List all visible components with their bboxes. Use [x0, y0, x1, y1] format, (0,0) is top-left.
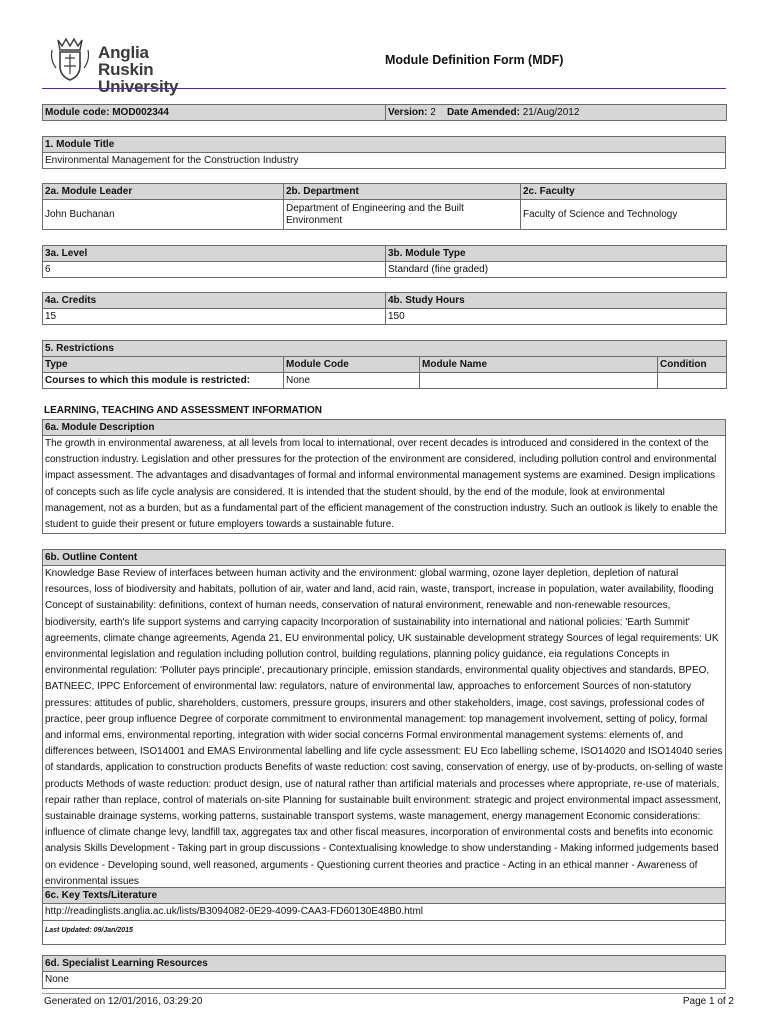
leader-label: 2a. Module Leader	[43, 184, 284, 200]
version-value: 2	[430, 106, 436, 118]
restrictions-table	[42, 340, 727, 389]
last-updated: Last Updated: 09/Jan/2015	[43, 920, 725, 944]
restrictions-row-type: Courses to which this module is restricted:	[43, 373, 284, 389]
crest-icon	[48, 36, 92, 82]
credits-value: 15	[43, 309, 386, 325]
module-type-label: 3b. Module Type	[386, 246, 727, 262]
key-texts-box	[42, 887, 726, 945]
department-label: 2b. Department	[284, 184, 521, 200]
date-amended-label: Date Amended:	[446, 106, 520, 118]
restrictions-row-condition	[658, 373, 727, 389]
university-name: Anglia Ruskin University	[98, 43, 179, 96]
faculty-value: Faculty of Science and Technology	[521, 200, 727, 230]
restrictions-col-type: Type	[43, 357, 284, 373]
outline-content-label: 6b. Outline Content	[43, 550, 725, 566]
learning-resources-value: None	[45, 974, 69, 985]
module-title-table	[42, 136, 726, 169]
key-texts-label: 6c. Key Texts/Literature	[43, 888, 725, 904]
generated-timestamp: Generated on 12/01/2016, 03:29:20	[44, 996, 203, 1007]
module-title-label: 1. Module Title	[43, 137, 726, 153]
learning-resources-box	[42, 955, 726, 989]
level-table	[42, 245, 727, 278]
learning-resources-label: 6d. Specialist Learning Resources	[43, 956, 725, 972]
outline-content-text: Knowledge Base Review of interfaces between human activity and the environment: global warming, ozone layer depletion, depletion of natural resources, loss of biodiversity and habitats, pollution of air, water and land, acid rain, waste, transport, increase in population, water availability, flooding Concept of sustainability: definitions, context of human needs, conservation of natural environment, renewable and non-renewable resources, biodiversity, earth's life support systems and carrying capacity Incorporation of sustainability into international and national policies: 'Earth Summit' agreements, climate change agreements, Agenda 21, EU environmental policy, UK sustainable development strategy Sources of legal requirements: UK environmental legislation and regulation including pollution control, building regulations, planning policy guidance, eia regulations Concepts in environmental regulation: 'Polluter pays principle', precautionary principle, emission standards, environmental quality objectives and standards, BPEO, BATNEEC, IPPC Enforcement of environmental law: regulators, nature of environmental law, approaches to enforcement Sources of non-statutory pressures: attitudes of public, shareholders, customers, pressure groups, insurers and other stakeholders, image, cost savings, professional codes of practice, peer group influence Degree of corporate commitment to environmental management: top management involvement, setting of policy, formal and informal ems, environmental reporting, integration with wider social concerns Formal environmental management systems: elements of, and differences between, ISO14001 and EMAS Environmental labelling and life cycle assessment: EU Eco labelling scheme, ISO14020 and ISO14040 series of standards, application to construction products Benefits of waste reduction: cost saving, conservation of energy, use of by-products, on-selling of waste products Methods of waste reduction: product design, use of natural rather than artificial materials and processes where appropriate, re-use of materials, repair rather than replace, control of materials on-site Planning for sustainable built environment: strategic and project environmental impact assessment, sustainable drainage systems, working patterns, sustainable transport systems, waste management, energy management Economic considerations: influence of climate change levy, landfill tax, aggregates tax and other fiscal measures, incorporation of environmental costs and benefits into economic analysis Skills Development - Taking part in group discussions - Contextualising knowledge to show understanding - Making informed judgements based on evidence - Developing sound, well reasoned, arguments - Questioning current theories and practice - Acting in an ethical manner - Awareness of environmental issues	[45, 568, 723, 887]
restrictions-col-condition: Condition	[658, 357, 727, 373]
reading-list-link[interactable]: http://readinglists.anglia.ac.uk/lists/B3094082-0E29-4099-CAA3-FD60130E48B0.html	[45, 906, 423, 917]
department-value: Department of Engineering and the Built Environment	[284, 200, 521, 230]
date-amended-value: 21/Aug/2012	[522, 106, 580, 118]
title-divider	[42, 88, 726, 89]
restrictions-row-name	[420, 373, 658, 389]
credits-label: 4a. Credits	[43, 293, 386, 309]
module-description-box	[42, 419, 726, 534]
restrictions-col-code: Module Code	[284, 357, 420, 373]
lta-heading: LEARNING, TEACHING AND ASSESSMENT INFORMATION	[44, 405, 322, 416]
restrictions-label: 5. Restrictions	[43, 341, 727, 357]
university-logo	[48, 36, 208, 96]
leader-table	[42, 183, 727, 230]
study-hours-value: 150	[386, 309, 727, 325]
module-description-text: The growth in environmental awareness, at all levels from local to international, over recent decades is introduced and considered in the context of the construction industry. Legislation and other pressures for the protection of the environment are considered, including pollution control and environmental impact assessment. The advantages and disadvantages of formal and informal environmental management systems are examined. Design implications of concepts such as life cycle analysis are considered. It is intended that the student should, by the end of the module, look at environmental management, not as a burden, but as a fundamental part of the efficient management of the construction industry. Such an outlook is likely to enable the student to guide their present or future employers towards a sustainable future.	[45, 438, 718, 531]
module-title-value: Environmental Management for the Construction Industry	[43, 153, 726, 169]
module-description-label: 6a. Module Description	[43, 420, 725, 436]
restrictions-col-name: Module Name	[420, 357, 658, 373]
credits-table	[42, 292, 727, 325]
level-value: 6	[43, 262, 386, 278]
faculty-label: 2c. Faculty	[521, 184, 727, 200]
level-label: 3a. Level	[43, 246, 386, 262]
version-label: Version:	[388, 106, 428, 118]
module-meta-table	[42, 104, 727, 121]
leader-value: John Buchanan	[43, 200, 284, 230]
version-date-cell	[386, 105, 727, 121]
module-code: Module code: MOD002344	[43, 105, 386, 121]
study-hours-label: 4b. Study Hours	[386, 293, 727, 309]
footer-divider	[42, 993, 726, 994]
form-title: Module Definition Form (MDF)	[385, 53, 564, 67]
outline-content-box	[42, 549, 726, 891]
restrictions-row-code: None	[284, 373, 420, 389]
page-number: Page 1 of 2	[682, 996, 734, 1007]
module-type-value: Standard (fine graded)	[386, 262, 727, 278]
